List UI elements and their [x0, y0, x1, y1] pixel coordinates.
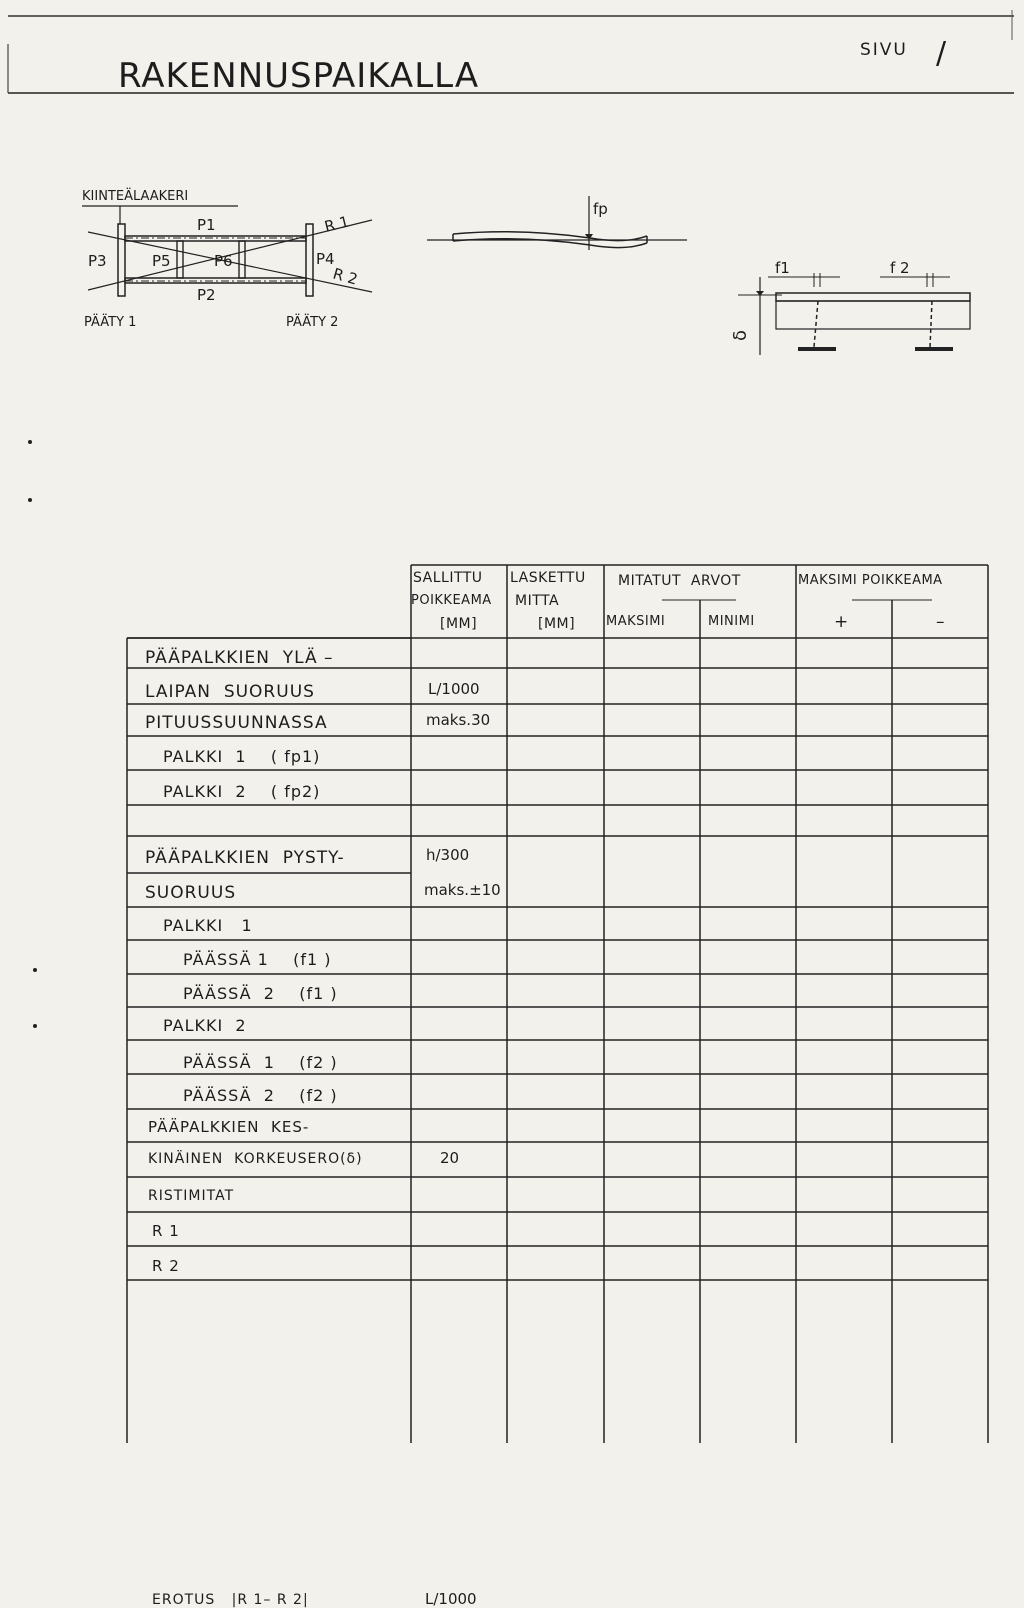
table-row-label: EROTUS |R 1– R 2| — [152, 1592, 309, 1608]
svg-text:P4: P4 — [316, 250, 335, 268]
table-row-label: PÄÄPALKKIEN PYSTY- — [145, 848, 345, 868]
header-max-deviation: MAKSIMI POIKKEAMA — [798, 573, 943, 588]
table-row-label: PÄÄSSÄ 2 (f1 ) — [183, 984, 338, 1003]
table-row-allowed-value: L/1000 — [428, 680, 480, 698]
table-row-label: SUORUUS — [145, 883, 237, 903]
svg-text:P3: P3 — [88, 252, 107, 270]
header-plus: + — [834, 612, 849, 632]
table-row-label: PÄÄPALKKIEN YLÄ – — [145, 648, 334, 668]
svg-text:P5: P5 — [152, 252, 171, 270]
header-maximum: MAKSIMI — [606, 614, 666, 629]
svg-text:P2: P2 — [197, 286, 216, 304]
table-row-label: PALKKI 1 ( fp1) — [163, 747, 321, 766]
page-number-separator: / — [936, 36, 947, 71]
table-row-label: KINÄINEN KORKEUSERO(δ) — [148, 1151, 363, 1167]
header-calculated: LASKETTU — [510, 570, 586, 586]
table-row-label: PALKKI 1 — [163, 916, 253, 935]
svg-text:R 2: R 2 — [330, 264, 360, 289]
table-row-allowed-value: 20 — [440, 1149, 460, 1167]
svg-text:f 2: f 2 — [890, 259, 910, 277]
svg-text:R 1: R 1 — [322, 212, 351, 236]
table-row-label: R 1 — [152, 1222, 180, 1240]
table-row-label: RISTIMITAT — [148, 1188, 235, 1204]
table-row-label: PALKKI 2 ( fp2) — [163, 782, 321, 801]
header-minus: – — [936, 612, 945, 632]
table-row-label: PALKKI 2 — [163, 1016, 247, 1035]
table-row-label: PITUUSSUUNNASSA — [145, 713, 328, 733]
header-minimum: MINIMI — [708, 614, 755, 629]
table-row-allowed-value: h/300 — [426, 846, 470, 864]
svg-text:δ: δ — [730, 329, 751, 341]
header-allowed-unit: [MM] — [440, 616, 478, 632]
table-row-label: PÄÄSSÄ 1 (f1 ) — [183, 950, 332, 969]
page-number-label: SIVU — [860, 40, 908, 60]
table-row-allowed-value: maks.30 — [426, 711, 491, 729]
header-allowed-2: POIKKEAMA — [411, 593, 492, 608]
table-row-label: LAIPAN SUORUUS — [145, 682, 315, 702]
svg-text:P6: P6 — [214, 252, 233, 270]
table-row-label: PÄÄSSÄ 1 (f2 ) — [183, 1053, 338, 1072]
table-row-allowed-value: maks.±10 — [424, 881, 501, 899]
svg-text:P1: P1 — [197, 216, 216, 234]
header-calculated-unit: [MM] — [538, 616, 576, 632]
svg-text:PÄÄTY 2: PÄÄTY 2 — [286, 315, 339, 330]
svg-text:fp: fp — [593, 200, 608, 218]
header-calculated-2: MITTA — [515, 593, 560, 609]
bearing-label: KIINTEÄLAAKERI — [82, 189, 189, 204]
svg-text:PÄÄTY 1: PÄÄTY 1 — [84, 315, 137, 330]
table-row-label: R 2 — [152, 1257, 180, 1275]
svg-text:f1: f1 — [775, 259, 790, 277]
table-row-label: PÄÄSSÄ 2 (f2 ) — [183, 1086, 338, 1105]
header-measured: MITATUT ARVOT — [618, 573, 741, 589]
header-allowed: SALLITTU — [413, 570, 483, 586]
table-row-allowed-value: L/1000 — [425, 1590, 477, 1608]
table-row-label: PÄÄPALKKIEN KES- — [148, 1118, 310, 1136]
page-title: RAKENNUSPAIKALLA — [118, 56, 480, 96]
